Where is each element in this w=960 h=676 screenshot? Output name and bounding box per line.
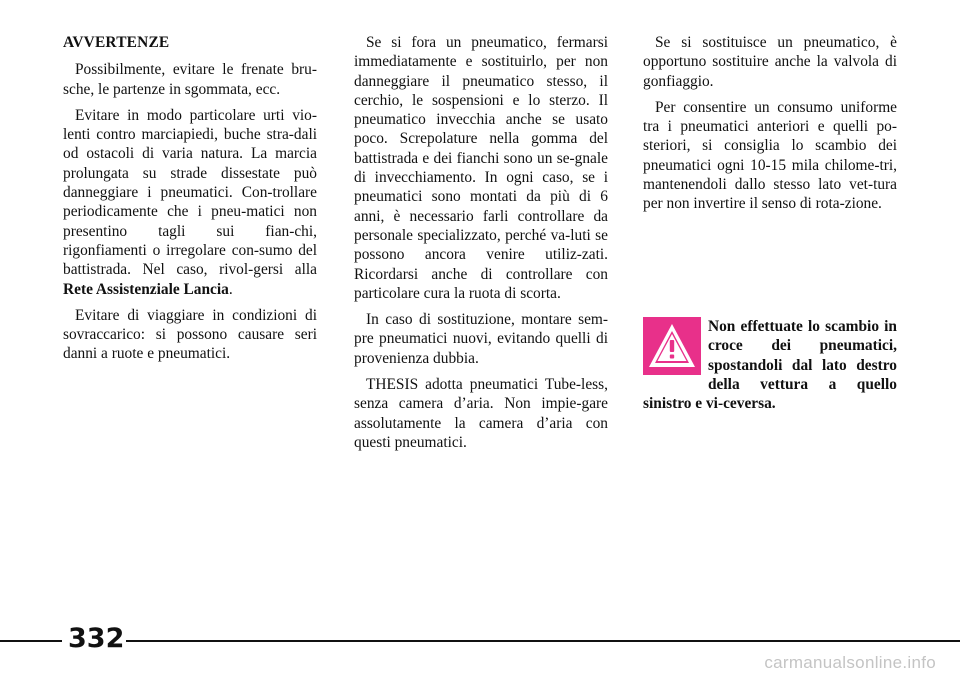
watermark: carmanualsonline.info — [764, 653, 936, 672]
page-number: 332 — [68, 623, 125, 654]
paragraph-text: Evitare in modo particolare urti vio-lenti contro marciapiedi, buche stra-dali od ostacoli di varia natura. La marcia prolungata su strade dissestate può danneggiare i pneumatici. Con-trollare periodicamente che i pneu-matici non presentino tagli sui fian-chi, rigonfiamenti o irregolare con-sumo del battistrada. Nel caso, rivol-gersi alla — [63, 106, 317, 279]
paragraph: In caso di sostituzione, montare sem-pre pneumatici nuovi, evitando quelli di provenienza dubbia. — [354, 311, 608, 367]
paragraph: THESIS adotta pneumatici Tube-less, senza camera d’aria. Non impie-gare assolutamente la camera d’aria con questi pneumatici. — [354, 376, 608, 451]
paragraph: Per consentire un consumo uniforme tra i pneumatici anteriori e quelli po-steriori, si consiglia lo scambio dei pneumatici ogni 10-15 mila chilome-tri, mantenendoli dallo stesso lato vet-tura per non invertire il senso di rota-zione. — [643, 98, 897, 213]
warning-box — [643, 317, 897, 413]
service-network-name: Rete Assistenziale Lancia — [63, 280, 229, 298]
warning-text: Non effettuate lo scambio in croce dei pneumatici, spostandoli dal lato destro della vettura a quello sinistro e vi-ceversa. — [643, 318, 897, 413]
paragraph-end: . — [228, 280, 233, 298]
section-heading: AVVERTENZE — [63, 34, 170, 51]
paragraph: Se si fora un pneumatico, fermarsi immediatamente e sostituirlo, per non danneggiare il pneumatico stesso, il cerchio, le sospensioni e lo sterzo. Il pneumatico invecchia anche se usato poco. Screpolature nella gomma del battistrada e dei fianchi sono un se-gnale di invecchiamento. In ogni caso, se i pneumatici sono montati da più di 6 anni, è necessario farli controllare da personale specializzato, perché va-luti se possono ancora venire utiliz-zati. Ricordarsi anche di controllare con particolare cura la ruota di scorta. — [354, 34, 608, 302]
text-column-1 — [63, 33, 317, 371]
paragraph — [63, 106, 317, 299]
footer-rule-right — [126, 640, 960, 642]
text-column-3 — [643, 33, 897, 221]
text-column-2 — [354, 33, 608, 459]
footer-rule-left — [0, 640, 62, 642]
paragraph: Se si sostituisce un pneumatico, è opportuno sostituire anche la valvola di gonfiaggio. — [643, 34, 897, 90]
paragraph: Evitare di viaggiare in condizioni di sovraccarico: si possono causare seri danni a ruote e pneumatici. — [63, 306, 317, 363]
warning-triangle-icon — [643, 317, 701, 375]
paragraph: Possibilmente, evitare le frenate bru-sche, le partenze in sgommata, ecc. — [63, 61, 317, 98]
